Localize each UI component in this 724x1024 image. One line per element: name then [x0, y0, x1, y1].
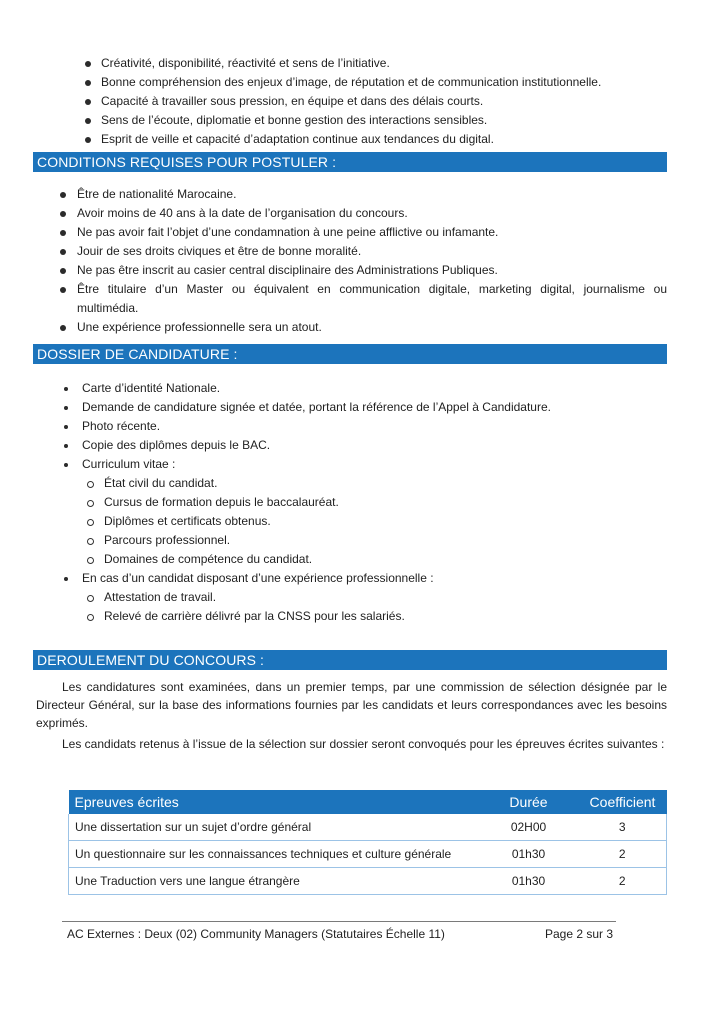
header-duree: Durée — [479, 790, 579, 814]
footer-title: AC Externes : Deux (02) Community Managers (Statutaires Échelle 11) — [67, 927, 445, 941]
list-item: Carte d’identité Nationale. — [82, 379, 662, 398]
list-item: Jouir de ses droits civiques et être de bonne moralité. — [77, 242, 667, 261]
list-item: Ne pas avoir fait l’objet d’une condamnation à une peine afflictive ou infamante. — [77, 223, 667, 242]
dossier-heading: DOSSIER DE CANDIDATURE : — [33, 344, 667, 364]
list-item: Capacité à travailler sous pression, en équipe et dans des délais courts. — [101, 92, 661, 111]
sublist-item: État civil du candidat. — [104, 474, 662, 493]
list-item: Être titulaire d’un Master ou équivalent en communication digitale, marketing digital, journalisme ou multimédia. — [77, 280, 667, 318]
table-cell: 02H00 — [479, 814, 579, 841]
table-cell: Une dissertation sur un sujet d’ordre général — [69, 814, 479, 841]
sublist-item: Domaines de compétence du candidat. — [104, 550, 662, 569]
table-header-row — [69, 790, 667, 814]
experience-label: En cas d’un candidat disposant d’une expérience professionnelle : — [82, 571, 434, 585]
deroulement-paragraph-2: Les candidats retenus à l’issue de la sélection sur dossier seront convoqués pour les épreuves écrites suivantes : — [62, 737, 665, 751]
conditions-list — [77, 185, 667, 337]
table-cell: 2 — [579, 868, 667, 895]
table-row — [69, 868, 667, 895]
cv-label: Curriculum vitae : — [82, 457, 176, 471]
footer-divider — [62, 921, 616, 922]
list-item: Bonne compréhension des enjeux d’image, de réputation et de communication institutionnelle. — [101, 73, 661, 92]
qualities-list — [101, 54, 661, 149]
list-item: Être de nationalité Marocaine. — [77, 185, 667, 204]
cv-sublist — [82, 474, 662, 569]
page-number: Page 2 sur 3 — [545, 927, 614, 941]
sublist-item: Attestation de travail. — [104, 588, 662, 607]
table-cell: 01h30 — [479, 841, 579, 868]
list-item: Sens de l’écoute, diplomatie et bonne gestion des interactions sensibles. — [101, 111, 661, 130]
sublist-item: Diplômes et certificats obtenus. — [104, 512, 662, 531]
deroulement-heading: DEROULEMENT DU CONCOURS : — [33, 650, 667, 670]
table-cell: Une Traduction vers une langue étrangère — [69, 868, 479, 895]
deroulement-paragraph-1: Les candidatures sont examinées, dans un premier temps, par une commission de sélection désignée par le Directeur Général, sur la base des informations fournies par les candidats et leurs correspondances avec les besoins exprimés. — [36, 680, 667, 730]
list-item: Copie des diplômes depuis le BAC. — [82, 436, 662, 455]
list-item: Une expérience professionnelle sera un atout. — [77, 318, 667, 337]
table-row — [69, 814, 667, 841]
sublist-item: Cursus de formation depuis le baccalauréat. — [104, 493, 662, 512]
header-coefficient: Coefficient — [579, 790, 667, 814]
list-item: Ne pas être inscrit au casier central disciplinaire des Administrations Publiques. — [77, 261, 667, 280]
sublist-item: Parcours professionnel. — [104, 531, 662, 550]
table-cell: Un questionnaire sur les connaissances techniques et culture générale — [69, 841, 479, 868]
conditions-heading: CONDITIONS REQUISES POUR POSTULER : — [33, 152, 667, 172]
list-item: Avoir moins de 40 ans à la date de l’organisation du concours. — [77, 204, 667, 223]
list-item — [82, 569, 662, 626]
list-item: Photo récente. — [82, 417, 662, 436]
list-item: Créativité, disponibilité, réactivité et sens de l’initiative. — [101, 54, 661, 73]
dossier-list — [82, 379, 662, 626]
written-tests-table — [68, 790, 667, 895]
table-row — [69, 841, 667, 868]
table-cell: 3 — [579, 814, 667, 841]
experience-sublist — [82, 588, 662, 626]
list-item: Demande de candidature signée et datée, portant la référence de l’Appel à Candidature. — [82, 398, 662, 417]
header-epreuves: Epreuves écrites — [69, 790, 479, 814]
list-item: Esprit de veille et capacité d’adaptation continue aux tendances du digital. — [101, 130, 661, 149]
list-item — [82, 455, 662, 569]
table-cell: 01h30 — [479, 868, 579, 895]
table-cell: 2 — [579, 841, 667, 868]
sublist-item: Relevé de carrière délivré par la CNSS pour les salariés. — [104, 607, 662, 626]
